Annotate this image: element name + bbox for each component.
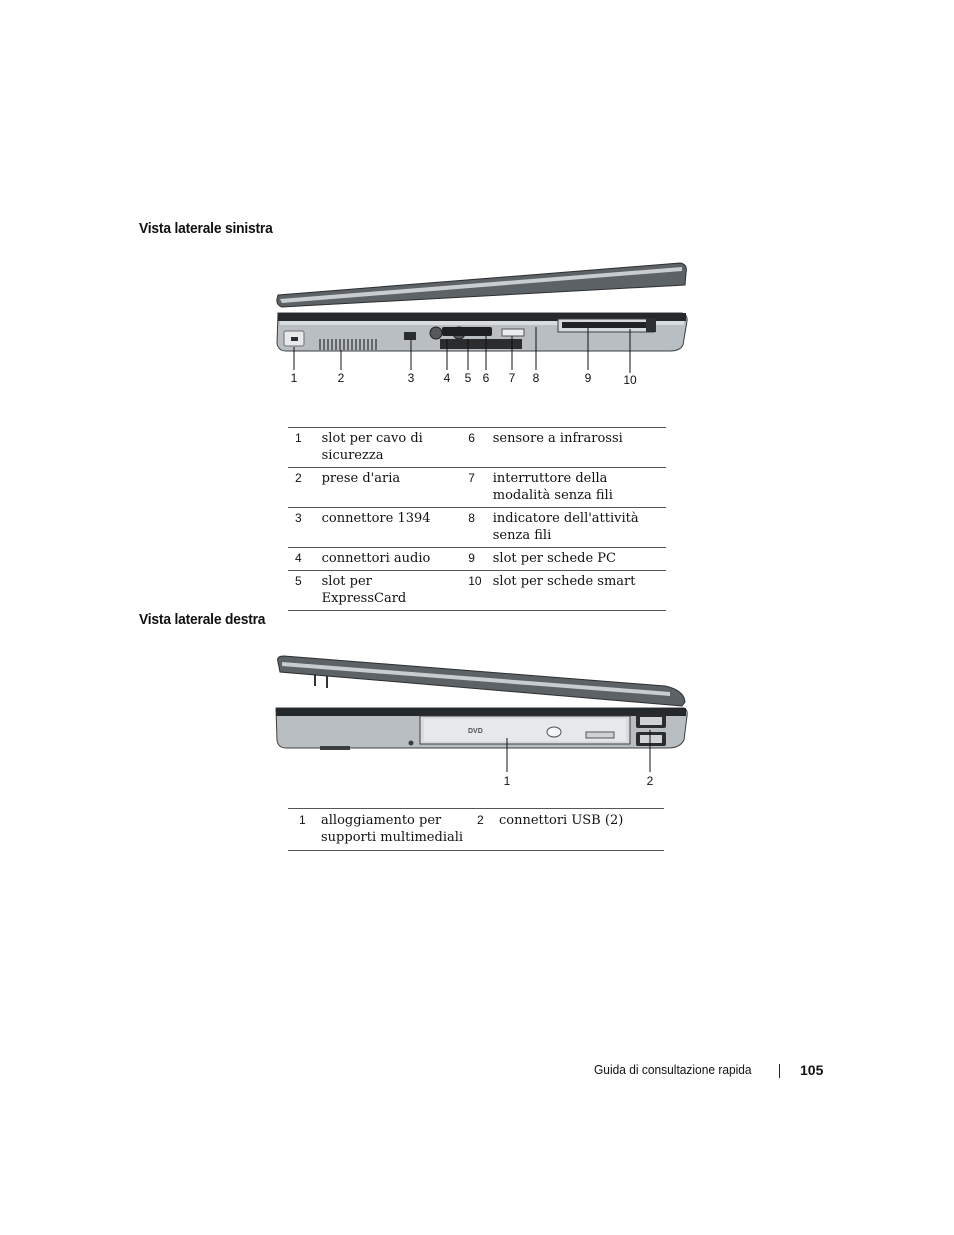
callout-10: 10	[623, 373, 637, 387]
footer-title: Guida di consultazione rapida	[594, 1062, 752, 1077]
dvd-logo: DVD	[468, 728, 483, 735]
legend-text: slot per schede PC	[493, 548, 666, 571]
legend-text: alloggiamento per supporti multimediali	[321, 809, 473, 851]
legend-number: 6	[463, 428, 493, 468]
legend-text: connettore 1394	[322, 508, 464, 548]
callout-6: 6	[482, 371, 490, 385]
callout-9: 9	[584, 371, 592, 385]
laptop-left-side-illustration	[270, 255, 690, 390]
callout-2: 2	[337, 371, 345, 385]
callout-4: 4	[443, 371, 451, 385]
legend-number: 2	[473, 809, 499, 851]
legend-text: slot per schede smart	[493, 571, 666, 611]
legend-text: sensore a infrarossi	[493, 428, 666, 468]
left-side-view-figure	[270, 255, 690, 390]
legend-number: 1	[288, 428, 322, 468]
legend-number: 2	[288, 468, 322, 508]
callout-5: 5	[464, 371, 472, 385]
laptop-right-side-illustration	[270, 650, 690, 790]
right-view-heading: Vista laterale destra	[139, 611, 266, 628]
legend-text: slot per cavo di sicurezza	[322, 428, 464, 468]
left-view-legend-table	[288, 427, 666, 611]
callout-1: 1	[290, 371, 298, 385]
table-row	[288, 428, 666, 468]
legend-number: 4	[288, 548, 322, 571]
left-view-heading: Vista laterale sinistra	[139, 220, 273, 237]
legend-number: 9	[463, 548, 493, 571]
legend-number: 5	[288, 571, 322, 611]
legend-text: connettori USB (2)	[499, 809, 664, 851]
legend-text: prese d'aria	[322, 468, 464, 508]
table-row	[288, 548, 666, 571]
callout-8: 8	[532, 371, 540, 385]
callout-7: 7	[508, 371, 516, 385]
legend-text: interruttore della modalità senza fili	[493, 468, 666, 508]
right-side-view-figure	[270, 650, 690, 790]
callout-2: 2	[646, 774, 654, 788]
table-row	[288, 508, 666, 548]
footer-separator	[779, 1064, 780, 1078]
legend-text: connettori audio	[322, 548, 464, 571]
page-number: 105	[800, 1062, 824, 1078]
table-row	[288, 809, 664, 851]
legend-number: 8	[463, 508, 493, 548]
legend-text: indicatore dell'attività senza fili	[493, 508, 666, 548]
legend-number: 3	[288, 508, 322, 548]
legend-number: 10	[463, 571, 493, 611]
callout-3: 3	[407, 371, 415, 385]
table-row	[288, 571, 666, 611]
legend-number: 7	[463, 468, 493, 508]
legend-number: 1	[288, 809, 321, 851]
legend-text: slot per ExpressCard	[322, 571, 464, 611]
table-row	[288, 468, 666, 508]
callout-1: 1	[503, 774, 511, 788]
right-view-legend-table	[288, 808, 664, 851]
